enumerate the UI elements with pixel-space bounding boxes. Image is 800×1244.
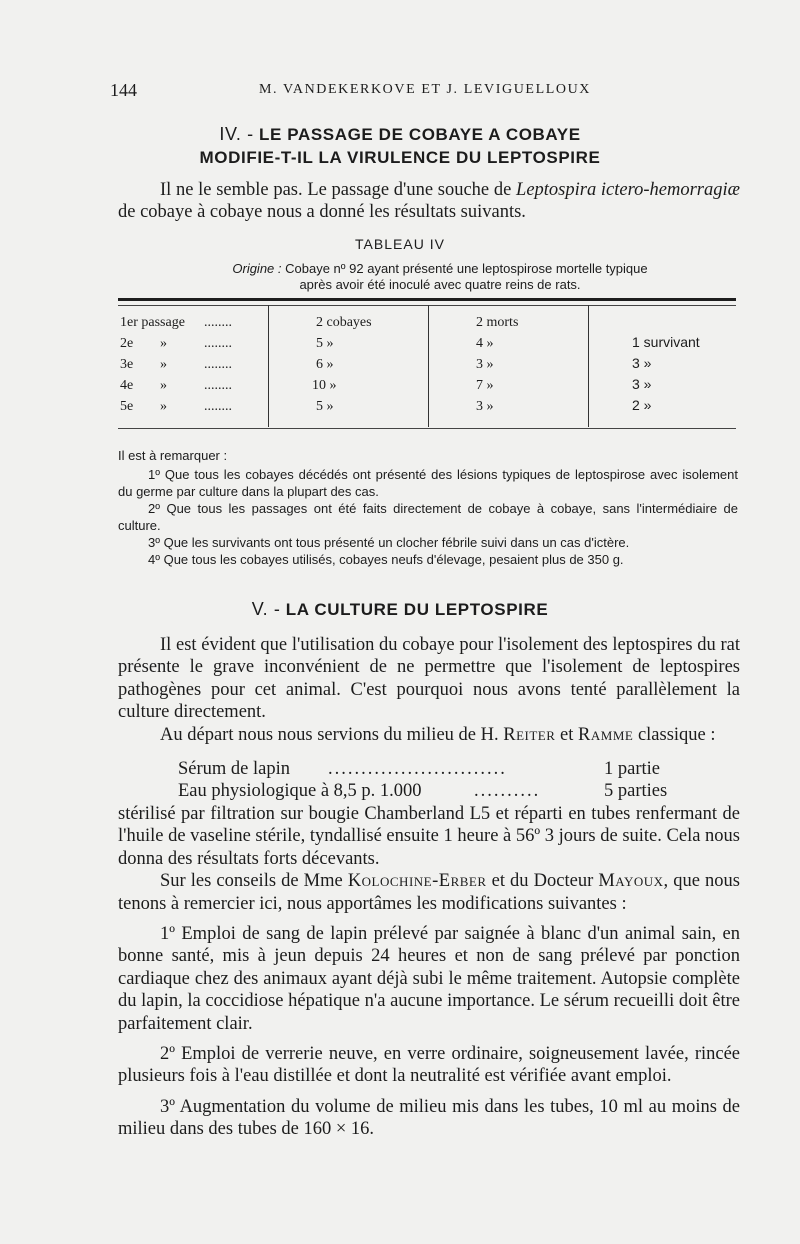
recipe-leader: ...........................: [328, 759, 507, 779]
section-4-title-line2: MODIFIE-T-IL LA VIRULENCE DU LEPTOSPIRE: [199, 148, 601, 167]
table-cell-dots: ........: [204, 336, 232, 351]
table-cell-dots: ........: [204, 315, 232, 330]
table-cell-survivants: 3 »: [632, 355, 652, 371]
table-cell-dots: ........: [204, 399, 232, 414]
section-5-body-cont: [118, 803, 740, 1141]
remark-item: 2º Que tous les passages ont été faits directement de cobaye à cobaye, sans l'intermédiaire de culture.: [118, 501, 738, 533]
recipe-ingredient: Sérum de lapin: [178, 759, 291, 779]
table-cell-ditto: »: [160, 357, 167, 372]
paragraph: 1º Emploi de sang de lapin prélevé par saignée à blanc d'un animal sain, en bonne santé, mis à jeun depuis 24 heures et non de sang prélevé par ponction cardiaque chez des animaux ayant déjà subi le même traitement. Autopsie complète du lapin, la coccidiose hépatique n'a aucune importance. Le sérum recueilli doit être parfaitement clair.: [118, 924, 740, 1034]
running-head: [110, 80, 740, 102]
section-5-heading: [0, 598, 800, 621]
origin-line1: Cobaye nº 92 ayant présenté une leptospirose mortelle typique: [285, 261, 648, 276]
paragraph: [118, 724, 740, 746]
paragraph: 3º Augmentation du volume de milieu mis dans les tubes, 10 ml au moins de milieu dans des tubes de 160 × 16.: [118, 1096, 740, 1140]
section-4-heading: [0, 123, 800, 169]
table-cell-passage: 2e: [120, 336, 134, 351]
origin-line2: après avoir été inoculé avec quatre reins de rats.: [299, 277, 581, 292]
intro-species-name: Leptospira ictero-hemorragiæ: [516, 180, 740, 200]
table-top-rule: [118, 298, 736, 301]
table-cell-passage: 3e: [120, 357, 134, 372]
section-5-title: LA CULTURE DU LEPTOSPIRE: [285, 600, 549, 619]
section-5-number: V. -: [251, 599, 281, 619]
table-divider-2: [428, 305, 429, 427]
table-cell-ditto: »: [160, 336, 167, 351]
remarks-block: [118, 447, 738, 568]
table-cell-ditto: »: [160, 378, 167, 393]
table-cell-cobayes: 6 »: [316, 357, 334, 372]
page-number: 144: [110, 80, 137, 100]
table-cell-morts: 2 morts: [476, 315, 519, 330]
section-5-body: [118, 634, 740, 746]
paragraph: stérilisé par filtration sur bougie Chamberland L5 et réparti en tubes renfermant de l'huile de vaseline stérile, tyndallisé ensuite 1 heure à 56º 3 jours de suite. Cela nous donna des résultats forts décevants.: [118, 804, 740, 869]
table-cell-morts: 3 »: [476, 357, 494, 372]
paragraph-text: , que nous tenons à remercier ici, nous apportâmes les modifications suivantes :: [118, 871, 740, 914]
section-4-number: IV. -: [219, 124, 254, 144]
table-cell-morts: 7 »: [476, 378, 494, 393]
table-title: TABLEAU IV: [355, 236, 445, 252]
table-cell-survivants: 2 »: [632, 397, 652, 413]
table-origin: [160, 261, 720, 293]
recipe-leader: ..........: [474, 781, 541, 801]
paragraph: [118, 870, 740, 915]
paragraph-text: et: [555, 724, 579, 745]
table-divider-1: [268, 305, 269, 427]
table-cell-ditto: »: [160, 399, 167, 414]
author-name: Mayoux: [598, 871, 664, 892]
table-cell-passage: 1er passage: [120, 315, 185, 330]
table-cell-survivants: 1 survivant: [632, 334, 700, 350]
running-title: M. VANDEKERKOVE ET J. LEVIGUELLOUX: [258, 82, 592, 97]
remark-item: 1º Que tous les cobayes décédés ont présenté des lésions typiques de leptospirose avec isolement du germe par culture dans la plupart des cas.: [118, 467, 738, 499]
section-4-intro: [118, 179, 740, 224]
recipe-ingredient: Eau physiologique à 8,5 p. 1.000: [178, 781, 422, 801]
intro-text-2: de cobaye à cobaye nous a donné les résultats suivants.: [118, 202, 526, 223]
section-4-title-line1: LE PASSAGE DE COBAYE A COBAYE: [259, 125, 581, 144]
table-cell-dots: ........: [204, 378, 232, 393]
intro-text-1: Il ne le semble pas. Le passage d'une souche de: [160, 180, 517, 200]
paragraph: Il est évident que l'utilisation du cobaye pour l'isolement des leptospires du rat présente le grave inconvénient de ne permettre que l'isolement de leptospires pathogènes pour cet animal. C'est pourquoi nous avons tenté parallèlement la culture directement.: [118, 635, 740, 723]
table-cell-morts: 3 »: [476, 399, 494, 414]
author-name: Ramme: [578, 724, 634, 745]
origin-label: Origine :: [232, 261, 282, 276]
author-name: Reiter: [503, 724, 556, 745]
recipe-quantity: 5 parties: [604, 781, 668, 801]
table-cell-survivants: 3 »: [632, 376, 652, 392]
table-cell-passage: 4e: [120, 378, 134, 393]
paragraph: 2º Emploi de verrerie neuve, en verre ordinaire, soigneusement lavée, rincée plusieurs fois à l'eau distillée et dont la neutralité est vérifiée avant emploi.: [118, 1044, 740, 1087]
table-cell-cobayes: 10 »: [312, 378, 337, 393]
remark-item: 3º Que les survivants ont tous présenté un clocher fébrile suivi dans un cas d'ictère.: [148, 535, 630, 550]
remarks-intro: Il est à remarquer :: [118, 448, 228, 463]
table-cell-dots: ........: [204, 357, 232, 372]
table-cell-cobayes: 2 cobayes: [316, 315, 372, 330]
paragraph-text: Au départ nous nous servions du milieu de H.: [160, 724, 504, 745]
table-cell-morts: 4 »: [476, 336, 494, 351]
paragraph-text: Sur les conseils de Mme: [160, 871, 348, 892]
table-cell-cobayes: 5 »: [316, 336, 334, 351]
author-name: Kolochine-Erber: [347, 871, 487, 892]
table-top-rule-thin: [118, 305, 736, 306]
table-cell-passage: 5e: [120, 399, 134, 414]
table-bottom-rule: [118, 428, 736, 429]
paragraph-text: et du Docteur: [486, 871, 599, 892]
table-divider-3: [588, 305, 589, 427]
table-cell-cobayes: 5 »: [316, 399, 334, 414]
recipe-quantity: 1 partie: [604, 759, 660, 779]
remark-item: 4º Que tous les cobayes utilisés, cobayes neufs d'élevage, pesaient plus de 350 g.: [148, 552, 624, 567]
paragraph-text: classique :: [633, 724, 716, 745]
